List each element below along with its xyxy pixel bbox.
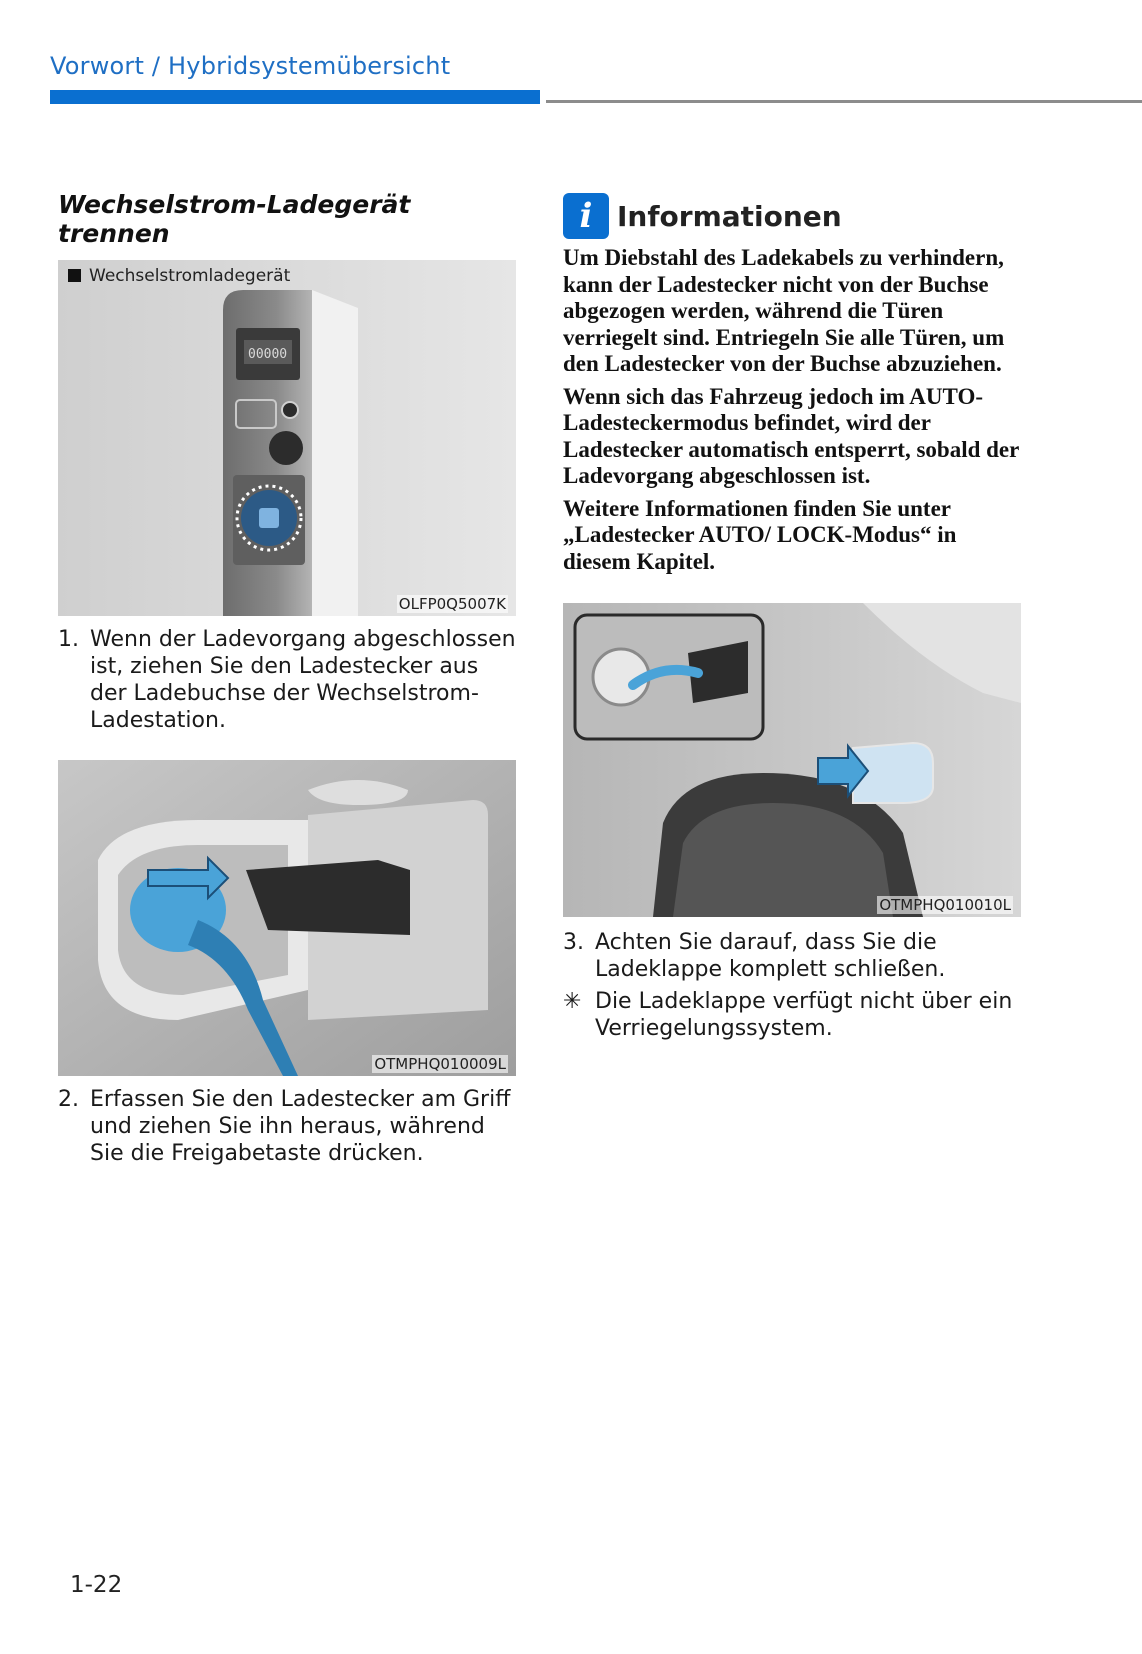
figure-code: OTMPHQ010009L	[374, 1055, 506, 1073]
figure-caption: Wechselstromladegerät	[68, 266, 290, 286]
figure-ac-charger	[58, 260, 516, 616]
note-asterisk-icon: ✳	[563, 989, 582, 1014]
step-3	[563, 929, 1023, 983]
figure-close-flap	[563, 603, 1021, 917]
info-title: Informationen	[617, 199, 842, 233]
step-text: Achten Sie darauf, dass Sie die Ladeklappe komplett schließen.	[595, 930, 946, 982]
svg-text:00000: 00000	[248, 347, 288, 362]
left-column	[58, 190, 516, 1167]
step-number: 3.	[563, 930, 584, 955]
step-1	[58, 626, 516, 734]
right-column	[563, 193, 1023, 1042]
note-text: Die Ladeklappe verfügt nicht über ein Verriegelungssystem.	[595, 989, 1013, 1041]
header-rule	[546, 100, 1142, 103]
info-paragraph: Weitere Informationen finden Sie unter „Ladestecker AUTO/ LOCK-Modus“ in diesem Kapitel.	[563, 495, 957, 574]
step-2	[58, 1086, 516, 1167]
info-icon: i	[563, 193, 609, 239]
figure-code: OLFP0Q5007K	[398, 595, 506, 613]
step-text: Erfassen Sie den Ladestecker am Griff und ziehen Sie ihn heraus, während Sie die Freigabetaste drücken.	[90, 1087, 511, 1166]
info-paragraph: Um Diebstahl des Ladekabels zu verhindern, kann der Ladestecker nicht von der Buchse abgezogen werden, während die Türen verriegelt sind. Entriegeln Sie alle Türen, um den Ladestecker von der Buchse abzuziehen.	[563, 245, 1005, 376]
step-number: 1.	[58, 627, 79, 652]
step-text: Wenn der Ladevorgang abgeschlossen ist, ziehen Sie den Ladestecker aus der Ladebuchse der Wechselstrom-Ladestation.	[90, 627, 516, 733]
page-header-title: Vorwort / Hybridsystemübersicht	[50, 52, 451, 80]
info-header	[563, 193, 1023, 239]
unplug-illustration	[58, 760, 516, 1076]
step-number: 2.	[58, 1087, 79, 1112]
header-accent-bar	[50, 90, 540, 104]
section-title: Wechselstrom-Ladegerät trennen	[58, 190, 411, 248]
square-bullet-icon	[68, 269, 81, 282]
note	[563, 988, 1023, 1042]
figure-unplug	[58, 760, 516, 1076]
figure-code: OTMPHQ010010L	[879, 896, 1011, 914]
page-number: 1-22	[70, 1572, 123, 1598]
ac-charger-illustration	[58, 260, 516, 616]
info-paragraph: Wenn sich das Fahrzeug jedoch im AUTO-Ladesteckermodus befindet, wird der Ladestecker automatisch entsperrt, sobald der Ladevorgang abgeschlossen ist.	[563, 383, 1019, 488]
close-flap-illustration	[563, 603, 1021, 917]
